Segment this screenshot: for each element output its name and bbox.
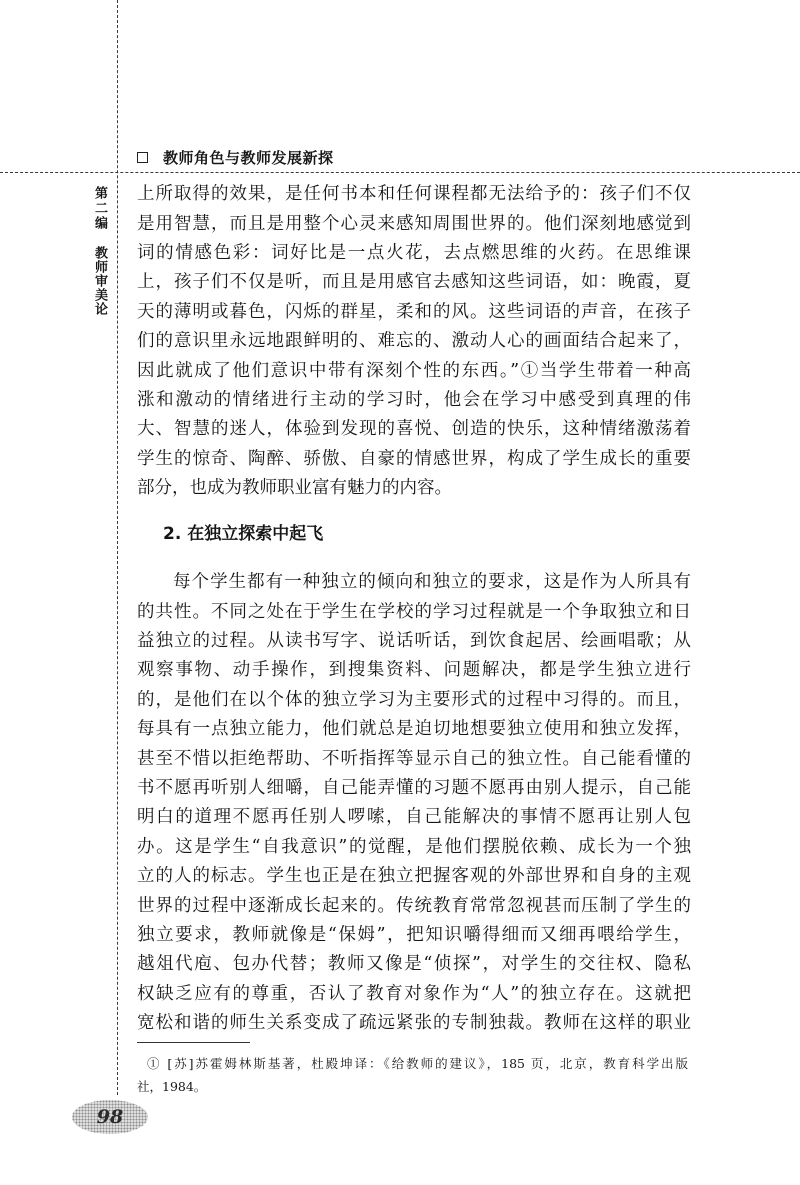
page-number: 98 xyxy=(96,1106,124,1128)
book-title: 教师角色与教师发展新探 xyxy=(163,148,334,167)
page-number-badge xyxy=(72,1100,148,1134)
left-margin-dashed-rule xyxy=(117,0,118,1095)
text-line: 词的情感色彩：词好比是一点火花，去点燃思维的火药。在思维课 xyxy=(137,243,691,264)
text-line: 世界的过程中逐渐成长起来的。传统教育常常忽视甚而压制了学生的 xyxy=(137,895,691,916)
text-line: 宽松和谐的师生关系变成了疏远紧张的专制独裁。教师在这样的职业 xyxy=(137,1013,691,1034)
footnote-separator xyxy=(137,1042,250,1043)
running-header xyxy=(137,148,334,166)
text-line: 立的人的标志。学生也正是在独立把握客观的外部世界和自身的主观 xyxy=(137,866,691,887)
text-line: 部分，也成为教师职业富有魅力的内容。 xyxy=(137,478,452,499)
square-bullet-icon xyxy=(137,152,148,163)
text-line: 的共性。不同之处在于学生在学校的学习过程就是一个争取独立和日 xyxy=(137,601,691,622)
footnote-line: ① [苏]苏霍姆林斯基著，杜殿坤译：《给教师的建议》，185 页，北京，教育科学出版 xyxy=(147,1055,688,1071)
text-line: 上所取得的效果，是任何书本和任何课程都无法给予的：孩子们不仅 xyxy=(137,184,691,205)
text-line: 学生的惊奇、陶醉、骄傲、自豪的情感世界，构成了学生成长的重要 xyxy=(137,448,691,469)
text-line: 每个学生都有一种独立的倾向和独立的要求，这是作为人所具有 xyxy=(173,572,691,593)
text-line: 因此就成了他们意识中带有深刻个性的东西。”①当学生带着一种高 xyxy=(137,360,691,381)
footnote-line: 社，1984。 xyxy=(137,1078,207,1094)
text-line: 越俎代庖、包办代替；教师又像是“侦探”，对学生的交往权、隐私 xyxy=(137,954,691,975)
text-line: 明白的道理不愿再任别人啰嗦，自己能解决的事情不愿再让别人包 xyxy=(137,807,691,828)
header-dashed-rule xyxy=(0,172,800,173)
text-line: 独立要求，教师就像是“保姆”，把知识嚼得细而又细再喂给学生， xyxy=(137,924,691,945)
text-line: 权缺乏应有的尊重，否认了教育对象作为“人”的独立存在。这就把 xyxy=(137,983,691,1004)
text-line: 们的意识里永远地跟鲜明的、难忘的、激动人心的画面结合起来了， xyxy=(137,331,691,352)
footnote xyxy=(137,1052,688,1098)
sidebar-part-label: 第二编 xyxy=(92,186,107,231)
text-line: 涨和激动的情绪进行主动的学习时，他会在学习中感受到真理的伟 xyxy=(137,390,691,411)
text-line: 每具有一点独立能力，他们就总是迫切地想要独立使用和独立发挥， xyxy=(137,719,691,740)
text-line: 大、智慧的迷人，体验到发现的喜悦、创造的快乐，这种情绪激荡着 xyxy=(137,419,691,440)
text-line: 书不愿再听别人细嚼，自己能弄懂的习题不愿再由别人提示，自己能 xyxy=(137,778,691,799)
text-line: 益独立的过程。从读书写字、说话听话，到饮食起居、绘画唱歌；从 xyxy=(137,631,691,652)
paragraph-2 xyxy=(137,568,691,1038)
text-line: 办。这是学生“自我意识”的觉醒，是他们摆脱依赖、成长为一个独 xyxy=(137,836,691,857)
text-line: 的，是他们在以个体的独立学习为主要形式的过程中习得的。而且， xyxy=(137,689,691,710)
section-heading: 2. 在独立探索中起飞 xyxy=(163,524,324,544)
text-line: 上，孩子们不仅是听，而且是用感官去感知这些词语，如：晚霞，夏 xyxy=(137,272,691,293)
text-line: 天的薄明或暮色，闪烁的群星，柔和的风。这些词语的声音，在孩子 xyxy=(137,301,691,322)
sidebar-section-label: 教师审美论 xyxy=(92,246,107,316)
text-line: 甚至不惜以拒绝帮助、不听指挥等显示自己的独立性。自己能看懂的 xyxy=(137,748,691,769)
paragraph-1 xyxy=(137,180,691,503)
text-line: 是用智慧，而且是用整个心灵来感知周围世界的。他们深刻地感觉到 xyxy=(137,213,691,234)
text-line: 观察事物、动手操作，到搜集资料、问题解决，都是学生独立进行 xyxy=(137,660,691,681)
